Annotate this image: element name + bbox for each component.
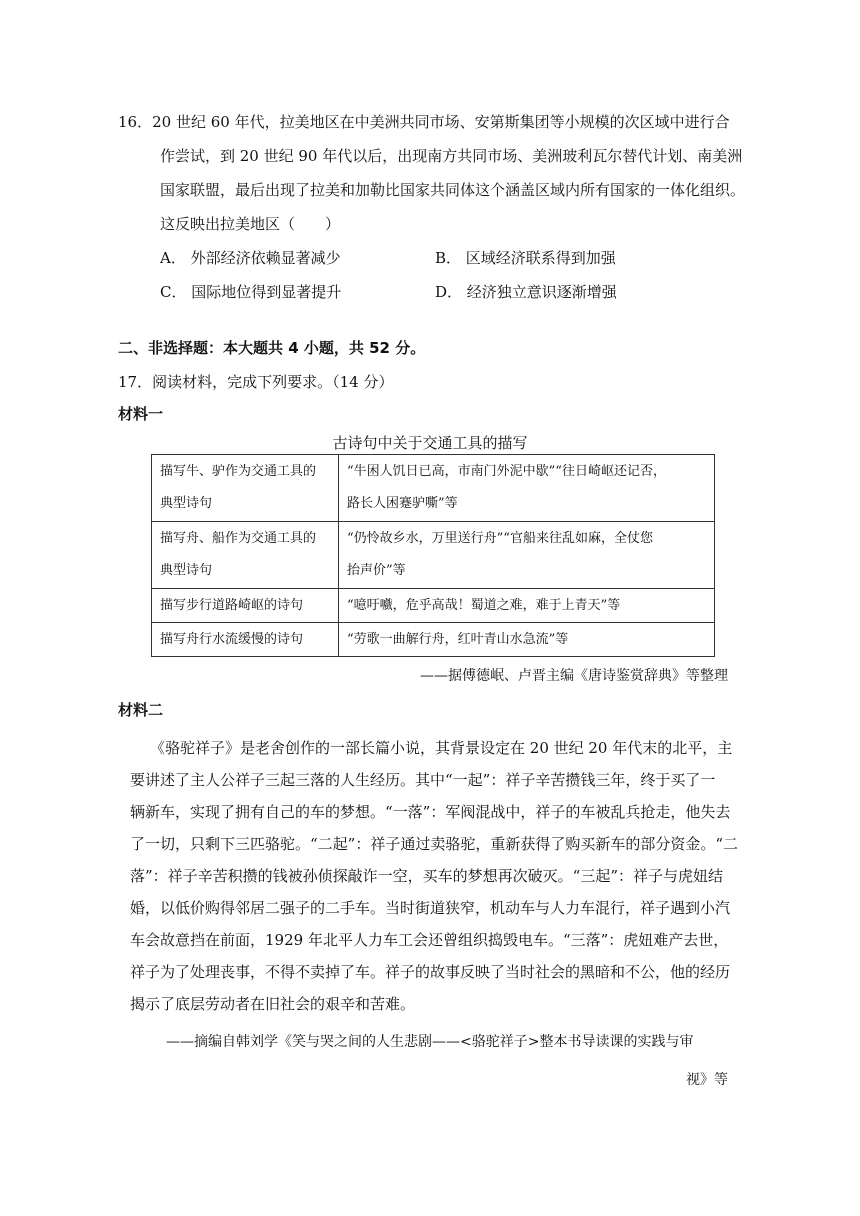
q16-option-d: D． 经济独立意识逐渐增强: [435, 283, 617, 301]
material-two-line: 婚，以低价购得邻居二强子的二手车。当时街道狭窄，机动车与人力车混行，祥子遇到小汽: [130, 899, 731, 917]
cell-text: 抬声价”等: [347, 563, 406, 578]
section-heading: 二、非选择题：本大题共 4 小题，共 52 分。: [118, 339, 426, 357]
material-two-source-line-2: 视》等: [686, 1072, 728, 1088]
table-cell-poems: “噫吁嚱，危乎高哉！蜀道之难，难于上青天”等: [339, 589, 715, 623]
table-cell-poems: “劳歌一曲解行舟，红叶青山水急流”等: [339, 623, 715, 657]
material-two-label: 材料二: [118, 701, 164, 719]
q16-line-4: 这反映出拉美地区（ ）: [160, 215, 341, 233]
material-one-source: ——据傅德岷、卢晋主编《唐诗鉴赏辞典》等整理: [420, 668, 728, 684]
table-title: 古诗句中关于交通工具的描写: [332, 434, 528, 452]
table-row: [152, 522, 715, 589]
material-two-line: 《骆驼祥子》是老舍创作的一部长篇小说，其背景设定在 20 世纪 20 年代末的北平，主: [150, 739, 733, 757]
cell-text: 路长人困蹇驴嘶”等: [347, 496, 458, 511]
cell-text: 典型诗句: [160, 496, 213, 511]
q16-option-c: C． 国际地位得到显著提升: [160, 283, 342, 301]
table-cell-category: 描写步行道路崎岖的诗句: [152, 589, 339, 623]
cell-text: “牛困人饥日已高，市南门外泥中歇”“往日崎岖还记否，: [347, 464, 666, 479]
material-one-label: 材料一: [118, 405, 164, 423]
cell-text: 典型诗句: [160, 563, 213, 578]
poetry-table: [151, 454, 715, 657]
material-two-line: 揭示了底层劳动者在旧社会的艰辛和苦难。: [130, 995, 416, 1013]
material-two-line: 辆新车，实现了拥有自己的车的梦想。“一落”：军阀混战中，祥子的车被乱兵抢走，他失去: [130, 803, 731, 821]
q16-option-a: A． 外部经济依赖显著减少: [160, 249, 341, 267]
table-cell-category: [152, 522, 339, 589]
cell-text: 描写牛、驴作为交通工具的: [160, 464, 317, 479]
q16-line-3: 国家联盟，最后出现了拉美和加勒比国家共同体这个涵盖区域内所有国家的一体化组织。: [160, 181, 746, 199]
material-two-line: 了一切，只剩下三匹骆驼。“二起”：祥子通过卖骆驼，重新获得了购买新车的部分资金。“二: [130, 835, 739, 853]
material-two-line: 落”：祥子辛苦积攒的钱被孙侦探敲诈一空，买车的梦想再次破灭。“三起”：祥子与虎妞结: [130, 867, 724, 885]
material-two-line: 车会故意挡在前面，1929 年北平人力车工会还曾组织捣毁电车。“三落”：虎妞难产去世，: [130, 931, 729, 949]
table-row: [152, 589, 715, 623]
material-two-line: 要讲述了主人公祥子三起三落的人生经历。其中“一起”：祥子辛苦攒钱三年，终于买了一: [130, 771, 716, 789]
material-two-source-line-1: ——摘编自韩刘学《笑与哭之间的人生悲剧——<骆驼祥子>整本书导读课的实践与审: [166, 1034, 694, 1050]
material-two-line: 祥子为了处理丧事，不得不卖掉了车。祥子的故事反映了当时社会的黑暗和不公，他的经历: [130, 963, 731, 981]
q16-option-b: B． 区域经济联系得到加强: [435, 249, 616, 267]
table-cell-poems: [339, 522, 715, 589]
cell-text: “仍怜故乡水，万里送行舟”“官船来往乱如麻，全仗您: [347, 531, 653, 546]
q16-line-1: 16．20 世纪 60 年代，拉美地区在中美洲共同市场、安第斯集团等小规模的次区域中进行合: [118, 113, 730, 131]
table-row: [152, 455, 715, 522]
table-cell-poems: [339, 455, 715, 522]
q17-stem: 17．阅读材料，完成下列要求。（14 分）: [118, 373, 394, 391]
table-cell-category: [152, 455, 339, 522]
table-cell-category: 描写舟行水流缓慢的诗句: [152, 623, 339, 657]
q16-line-2: 作尝试，到 20 世纪 90 年代以后，出现南方共同市场、美洲玻利瓦尔替代计划、南美洲: [160, 147, 743, 165]
table-row: [152, 623, 715, 657]
cell-text: 描写舟、船作为交通工具的: [160, 531, 317, 546]
